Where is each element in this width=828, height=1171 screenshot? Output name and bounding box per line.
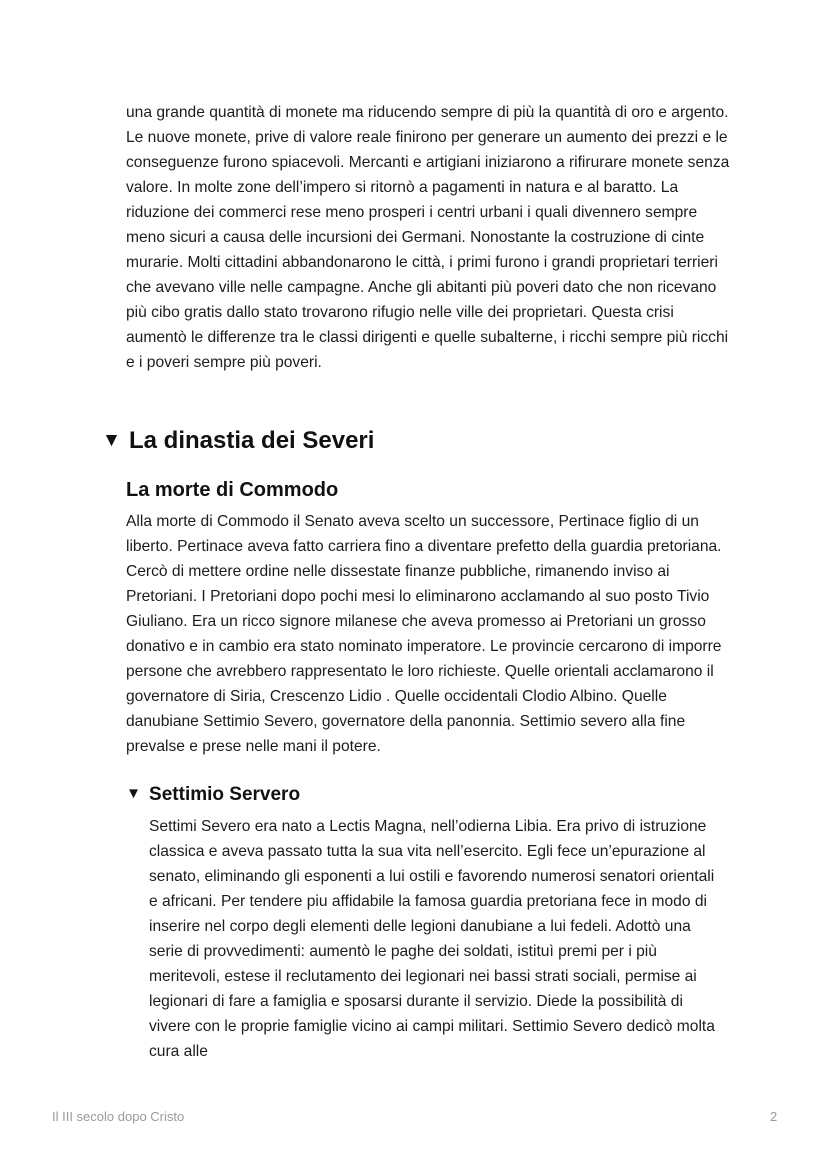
- subheading-commodo: La morte di Commodo: [126, 479, 339, 501]
- section-heading-dinastia[interactable]: [102, 425, 374, 457]
- subheading-settimio[interactable]: [126, 781, 300, 808]
- commodo-paragraph: Alla morte di Commodo il Senato aveva scelto un successore, Pertinace figlio di un liberto. Pertinace aveva fatto carriera fino a diventare prefetto della guardia pretoriana. Cercò di mettere ordine nelle dissestate finanze pubbliche, rimanendo inviso ai Pretoriani. I Pretoriani dopo pochi mesi lo eliminarono acclamando al suo posto Tivio Giuliano. Era un ricco signore milanese che aveva promesso ai Pretoriani un grosso donativo e in cambio era stato nominato imperatore. Le provincie cercarono di imporre persone che avrebbero rappresentato le loro richieste. Quelle orientali acclamarono il governatore di Siria, Crescenzo Lidio . Quelle occidentali Clodio Albino. Quelle danubiane Settimio Severo, governatore della panonnia. Settimio severo alla fine prevalse e prese nelle mani il potere.: [126, 513, 722, 755]
- settimio-paragraph: Settimi Severo era nato a Lectis Magna, nell’odierna Libia. Era privo di istruzione classica e aveva passato tutta la sua vita nell’esercito. Egli fece un’epurazione al senato, eliminando gli esponenti a lui ostili e favorendo numerosi senatori orientali e africani. Per tendere piu affidabile la famosa guardia pretoriana fece in modo di inserire nel corpo degli elementi delle legioni danubiane a lui fedeli. Adottò una serie di provvedimenti: aumentò le paghe dei soldati, istituì premi per i più meritevoli, estese il reclutamento dei legionari nei bassi strati sociali, permise ai legionari di fare a famiglia e sposarsi durante il servizio. Diede la possibilità di vivere con le proprie famiglie vicino ai campi militari. Settimio Severo dedicò molta cura alle: [149, 818, 715, 1060]
- footer-document-title: Il III secolo dopo Cristo: [52, 1109, 185, 1124]
- footer-page-number: 2: [770, 1109, 778, 1124]
- collapse-triangle-icon[interactable]: ▼: [102, 430, 121, 451]
- collapse-triangle-icon[interactable]: ▼: [126, 785, 142, 802]
- intro-paragraph: una grande quantità di monete ma riducendo sempre di più la quantità di oro e argento. Le nuove monete, prive di valore reale finirono per generare un aumento dei prezzi e le conseguenze furono spiacevoli. Mercanti e artigiani iniziarono a rifirurare monete senza valore. In molte zone dell’impero si ritornò a pagamenti in natura e al baratto. La riduzione dei commerci rese meno prosperi i centri urbani i quali divennero sempre meno sicuri a causa delle incursioni dei Germani. Nonostante la costruzione di cinte murarie. Molti cittadini abbandonarono le città, i primi furono i grandi proprietari terrieri che avevano ville nelle campagne. Anche gli abitanti più poveri dato che non ricevano più cibo gratis dallo stato trovarono rifugio nelle ville dei proprietari. Questa crisi aumentò le differenze tra le classi dirigenti e quelle subalterne, i ricchi sempre più ricchi e i poveri sempre più poveri.: [126, 104, 730, 371]
- subheading-label: Settimio Servero: [149, 784, 301, 805]
- section-heading-label: La dinastia dei Severi: [129, 427, 375, 454]
